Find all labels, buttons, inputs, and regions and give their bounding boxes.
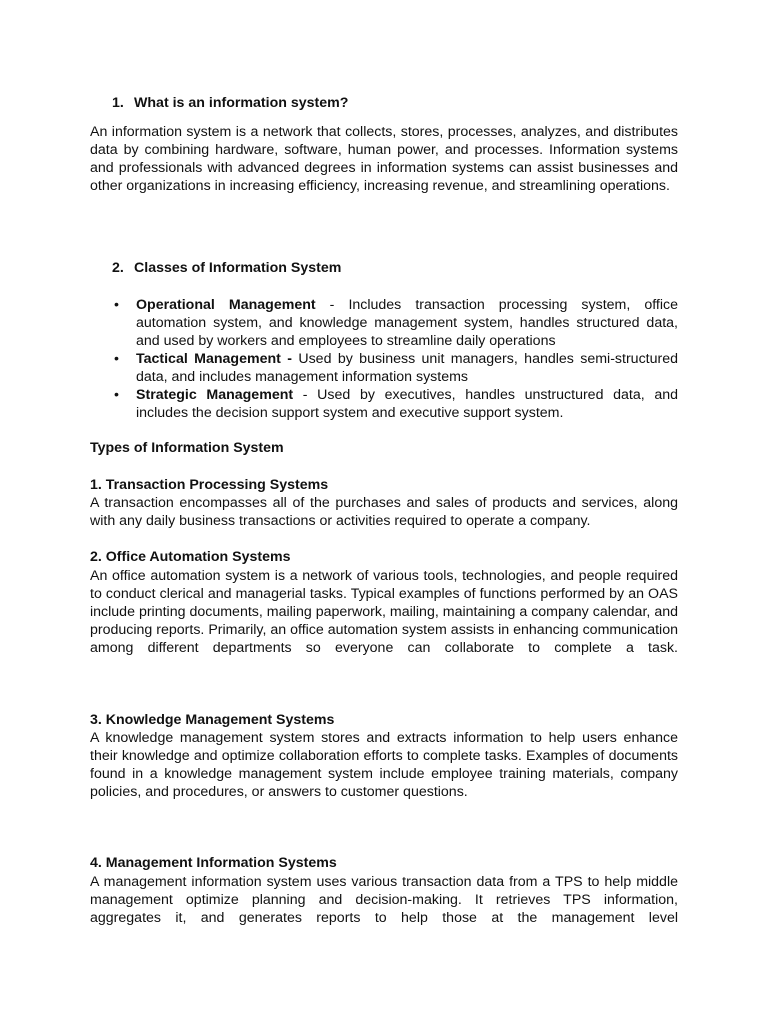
- list-item-text: Used by executives, handles unstructured data, and includes the decision support system and executive support system.: [136, 387, 679, 421]
- type-heading-tps: 1. Transaction Processing Systems: [90, 477, 329, 493]
- list-item-separator: -: [315, 297, 349, 313]
- type-heading-kms: 3. Knowledge Management Systems: [90, 712, 335, 728]
- type-body-mis: A management information system uses various transaction data from a TPS to help middle management optimize planning and decision-making. It retrieves TPS information, aggregates it, and generates reports to help those at the management level: [90, 874, 678, 926]
- type-body-oas: An office automation system is a network of various tools, technologies, and people required to conduct clerical and managerial tasks. Typical examples of functions performed by an OAS include printing documents, mailing paperwork, mailing, maintaining a company calendar, and producing reports. Primarily, an office automation system assists in enhancing communication among different departments so everyone can collaborate to complete a task.: [90, 568, 678, 656]
- type-body-tps: A transaction encompasses all of the purchases and sales of products and services, along with any daily business transactions or activities required to operate a company.: [90, 495, 678, 529]
- section-heading-classes: [90, 259, 678, 277]
- type-body-kms: A knowledge management system stores and extracts information to help users enhance their knowledge and optimize collaboration efforts to complete tasks. Examples of documents found in a knowledge management system include employee training materials, company policies, and procedures, or answers to customer questions.: [90, 730, 678, 800]
- bullet-icon: •: [114, 387, 119, 403]
- list-item-term: Strategic Management: [136, 387, 294, 403]
- list-item-strategic: [90, 386, 678, 422]
- heading-text: What is an information system?: [134, 95, 349, 111]
- heading-text: Classes of Information System: [134, 260, 342, 276]
- types-heading: Types of Information System: [90, 440, 284, 456]
- list-item-tactical: [90, 350, 678, 386]
- heading-number: 1.: [112, 95, 124, 111]
- heading-number: 2.: [112, 260, 124, 276]
- list-item-term: Tactical Management -: [136, 351, 292, 367]
- classes-list: [90, 296, 678, 422]
- type-heading-oas: 2. Office Automation Systems: [90, 549, 291, 565]
- bullet-icon: •: [114, 351, 119, 367]
- list-item-text: Used by business unit managers, handles semi-structured data, and includes management information systems: [136, 351, 678, 385]
- list-item-operational: [90, 296, 678, 350]
- bullet-icon: •: [114, 297, 119, 313]
- list-item-text: Includes transaction processing system, office automation system, and knowledge management system, handles structured data, and used by workers and employees to streamline daily operations: [136, 297, 679, 349]
- definition-paragraph: An information system is a network that collects, stores, processes, analyzes, and distributes data by combining hardware, software, human power, and processes. Information systems and professionals with advanced degrees in information systems can assist businesses and other organizations in increasing efficiency, increasing revenue, and streamlining operations.: [90, 124, 678, 194]
- type-heading-mis: 4. Management Information Systems: [90, 855, 337, 871]
- list-item-term: Operational Management: [136, 297, 316, 313]
- list-item-separator: -: [293, 387, 318, 403]
- section-heading-what-is: [90, 94, 678, 112]
